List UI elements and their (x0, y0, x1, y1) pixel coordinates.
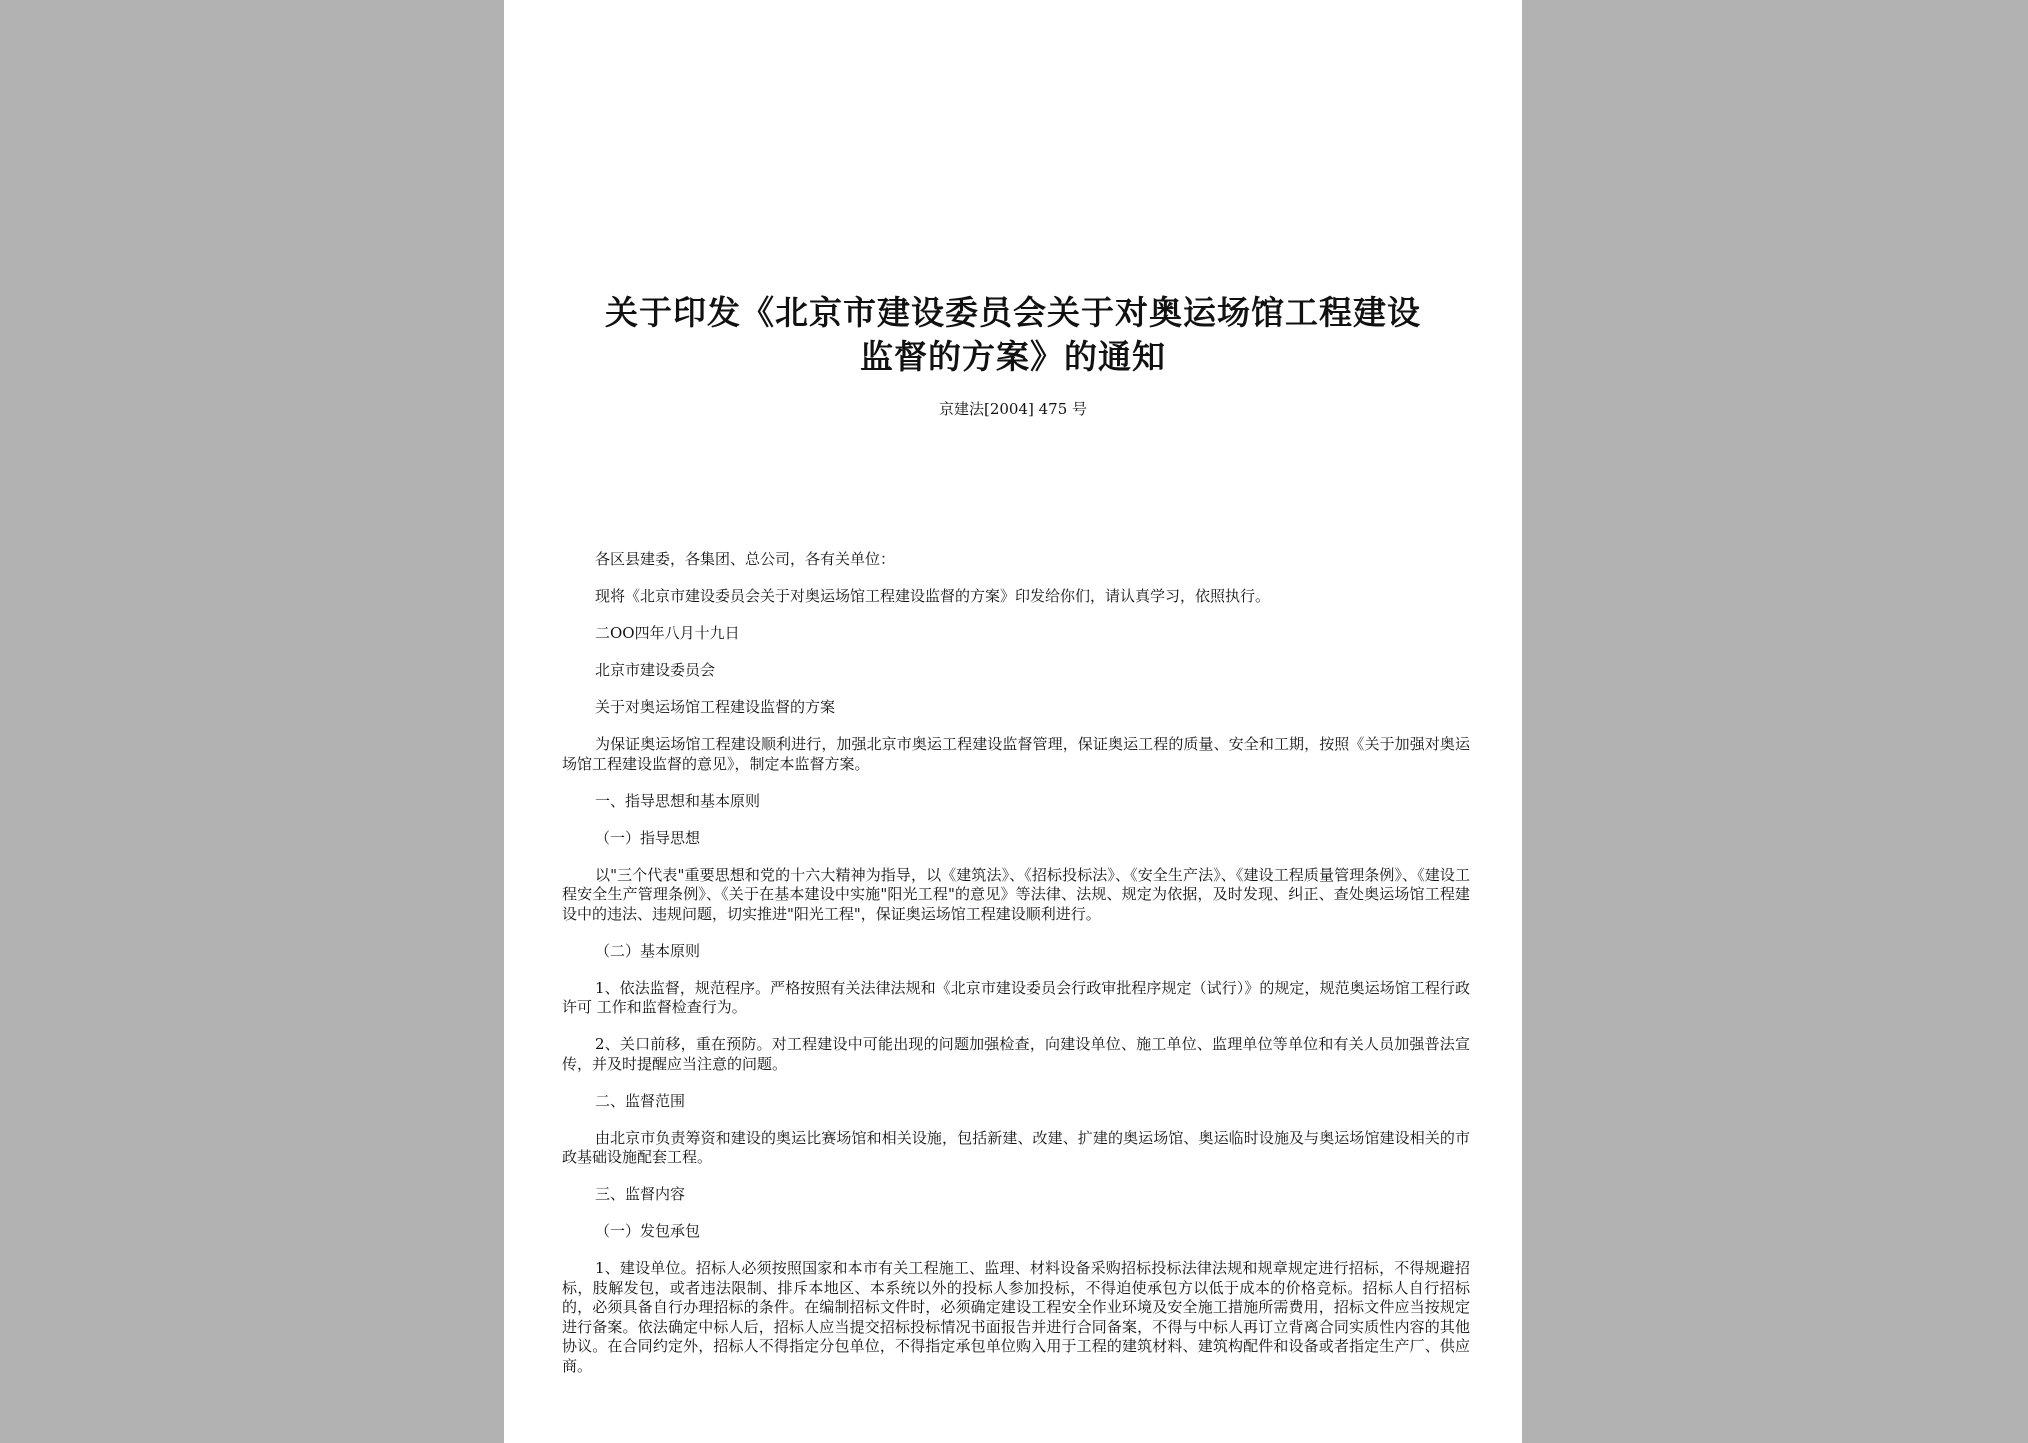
title-line-1: 关于印发《北京市建设委员会关于对奥运场馆工程建设 (605, 293, 1421, 332)
section-heading-3: 三、监督内容 (595, 1185, 686, 1203)
notice-date: 二OO四年八月十九日 (595, 624, 740, 642)
principle-1-text: 1、依法监督，规范程序。严格按照有关法律法规和《北京市建设委员会行政审批程序规定（试行）》的规定，规范奥运场馆工程行政 许可 工作和监督检查行为。 (562, 978, 1470, 1016)
subsection-heading-1-2: （二）基本原则 (595, 941, 701, 960)
contracting-text: 1、建设单位。招标人必须按照国家和本市有关工程施工、监理、材料设备采购招标投标法律法规和规章规定进行招标，不得规避招标，肢解发包，或者违法限制、排斥本地区、本系统以外的投标人参加投标，不得迫使承包方以低于成本的价格竞标。招标人自行招标的，必须具备自行办理招标的条件。在编制招标文件时，必须确定建设工程安全作业环境及安全施工措施所需费用，招标文件应当按规定进行备案。依法确定中标人后，招标人应当提交招标投标情况书面报告并进行合同备案，不得与中标人再订立背离合同实质性内容的其他协议。在合同约定外，招标人不得指定分包单位，不得指定承包单位购入用于工程的建筑材料、建筑构配件和设备或者指定生产厂、供应商。 (562, 1259, 1470, 1375)
section-heading-1: 一、指导思想和基本原则 (595, 791, 761, 810)
scope-text: 由北京市负责筹资和建设的奥运比赛场馆和相关设施，包括新建、改建、扩建的奥运场馆、奥运临时设施及与奥运场馆建设相关的市政基础设施配套工程。 (562, 1128, 1470, 1166)
subsection-heading-1-1: （一）指导思想 (595, 828, 701, 847)
document-page (504, 0, 1522, 1443)
notice-text: 现将《北京市建设委员会关于对奥运场馆工程建设监督的方案》印发给你们，请认真学习，依照执行。 (595, 587, 1271, 605)
salutation: 各区县建委，各集团、总公司，各有关单位： (595, 550, 896, 568)
document-title (504, 291, 1522, 379)
guiding-ideology-text: 以"三个代表"重要思想和党的十六大精神为指导，以《建筑法》、《招标投标法》、《安全生产法》、《建设工程质量管理条例》、《建设工程安全生产管理条例》、《关于在基本建设中实施"阳光工程"的意见》等法律、法规、规定为依据，及时发现、纠正、查处奥运场馆工程建设中的违法、违规问题，切实推进"阳光工程"，保证奥运场馆工程建设顺利进行。 (562, 865, 1470, 923)
principle-2-text: 2、关口前移，重在预防。对工程建设中可能出现的问题加强检查，向建设单位、施工单位、监理单位等单位和有关人员加强普法宣传，并及时提醒应当注意的问题。 (562, 1035, 1470, 1073)
issuer: 北京市建设委员会 (595, 661, 716, 679)
document-number: 京建法[2004] 475 号 (938, 400, 1088, 418)
document-body (562, 550, 1470, 1376)
section-heading-2: 二、监督范围 (595, 1091, 686, 1110)
plan-title: 关于对奥运场馆工程建设监督的方案 (595, 698, 836, 716)
subsection-heading-3-1: （一）发包承包 (595, 1222, 701, 1240)
title-line-2: 监督的方案》的通知 (860, 337, 1166, 376)
plan-intro: 为保证奥运场馆工程建设顺利进行，加强北京市奥运工程建设监督管理，保证奥运工程的质量、安全和工期，按照《关于加强对奥运场馆工程建设监督的意见》，制定本监督方案。 (562, 735, 1470, 773)
